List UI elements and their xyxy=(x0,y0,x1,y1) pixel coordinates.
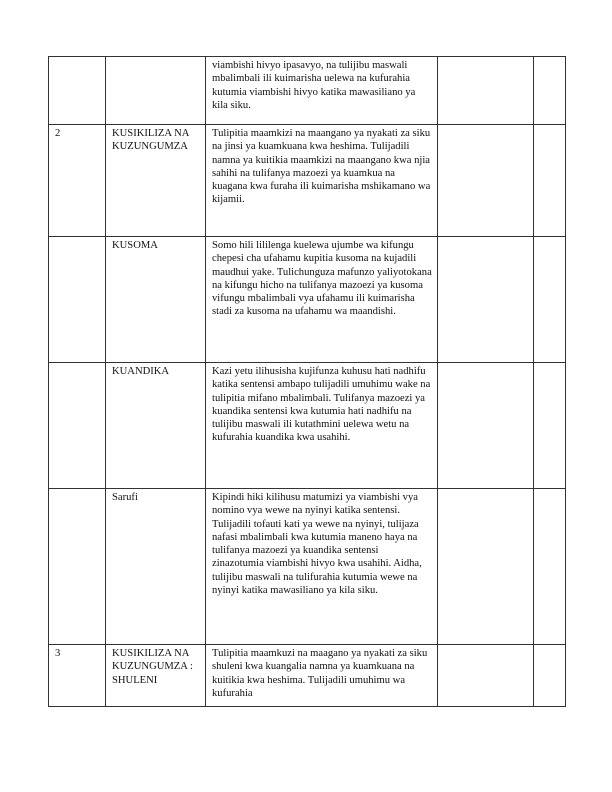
row-number-cell xyxy=(49,237,106,363)
table-row xyxy=(49,125,566,237)
empty-cell xyxy=(534,489,566,645)
row-number-cell: 2 xyxy=(49,125,106,237)
empty-cell xyxy=(438,57,534,125)
table-row xyxy=(49,237,566,363)
row-topic-cell xyxy=(106,57,206,125)
row-content-cell: Kipindi hiki kilihusu matumizi ya viambishi vya nomino vya wewe na nyinyi katika sentensi. Tulijadili tofauti kati ya wewe na nyinyi, tulijaza nafasi mbalimbali kwa kutumia maneno haya na tulifanya mazoezi ya kuandika sentensi zinazotumia viambishi hivyo kwa usahihi. Aidha, tulijibu maswali na tulifurahia kutumia wewe na nyinyi katika mawasiliano ya kila siku. xyxy=(206,489,438,645)
row-content-cell: viambishi hivyo ipasavyo, na tulijibu maswali mbalimbali ili kuimarisha uelewa na kufurahia kutumia viambishi hivyo katika mawasiliano ya kila siku. xyxy=(206,57,438,125)
empty-cell xyxy=(438,363,534,489)
row-topic-cell: Sarufi xyxy=(106,489,206,645)
row-topic-cell: KUSOMA xyxy=(106,237,206,363)
row-topic-cell: KUSIKILIZA NA KUZUNGUMZA : SHULENI xyxy=(106,645,206,707)
table-row xyxy=(49,489,566,645)
table-row xyxy=(49,57,566,125)
empty-cell xyxy=(534,57,566,125)
empty-cell xyxy=(534,125,566,237)
empty-cell xyxy=(534,645,566,707)
row-content-cell: Tulipitia maamkuzi na maagano ya nyakati za siku shuleni kwa kuangalia namna ya kuamkuana na kuitikia kwa heshima. Tulijadili umuhimu wa kufurahia xyxy=(206,645,438,707)
empty-cell xyxy=(534,363,566,489)
row-content-cell: Tulipitia maamkizi na maangano ya nyakati za siku na jinsi ya kuamkuana kwa heshima. Tulijadili namna ya kuitikia maamkizi na maangano kwa njia sahihi na tulifanya mazoezi ya kuamkua na kuagana kwa furaha ili kuimarisha mshikamano wa kijamii. xyxy=(206,125,438,237)
row-topic-cell: KUSIKILIZA NA KUZUNGUMZA xyxy=(106,125,206,237)
row-content-cell: Kazi yetu ilihusisha kujifunza kuhusu hati nadhifu katika sentensi ambapo tulijadili umuhimu wake na tulipitia mifano mbalimbali. Tulifanya mazoezi ya kuandika sentensi kwa kutumia hati nadhifu na tulijibu maswali ili kutathmini uelewa wetu na kufurahia kuandika kwa usahihi. xyxy=(206,363,438,489)
lesson-table xyxy=(48,56,566,707)
empty-cell xyxy=(438,489,534,645)
row-number-cell: 3 xyxy=(49,645,106,707)
empty-cell xyxy=(534,237,566,363)
row-number-cell xyxy=(49,489,106,645)
row-number-cell xyxy=(49,363,106,489)
empty-cell xyxy=(438,237,534,363)
row-number-cell xyxy=(49,57,106,125)
row-content-cell: Somo hili lililenga kuelewa ujumbe wa kifungu chepesi cha ufahamu kupitia kusoma na kujadili maudhui yake. Tulichunguza mafunzo yaliyotokana na kifungu hicho na tulifanya mazoezi ya kusoma vifungu mbalimbali vya ufahamu ili kuimarisha stadi za kusoma na ufahamu wa maandishi. xyxy=(206,237,438,363)
empty-cell xyxy=(438,125,534,237)
table-row xyxy=(49,363,566,489)
row-topic-cell: KUANDIKA xyxy=(106,363,206,489)
table-row xyxy=(49,645,566,707)
empty-cell xyxy=(438,645,534,707)
